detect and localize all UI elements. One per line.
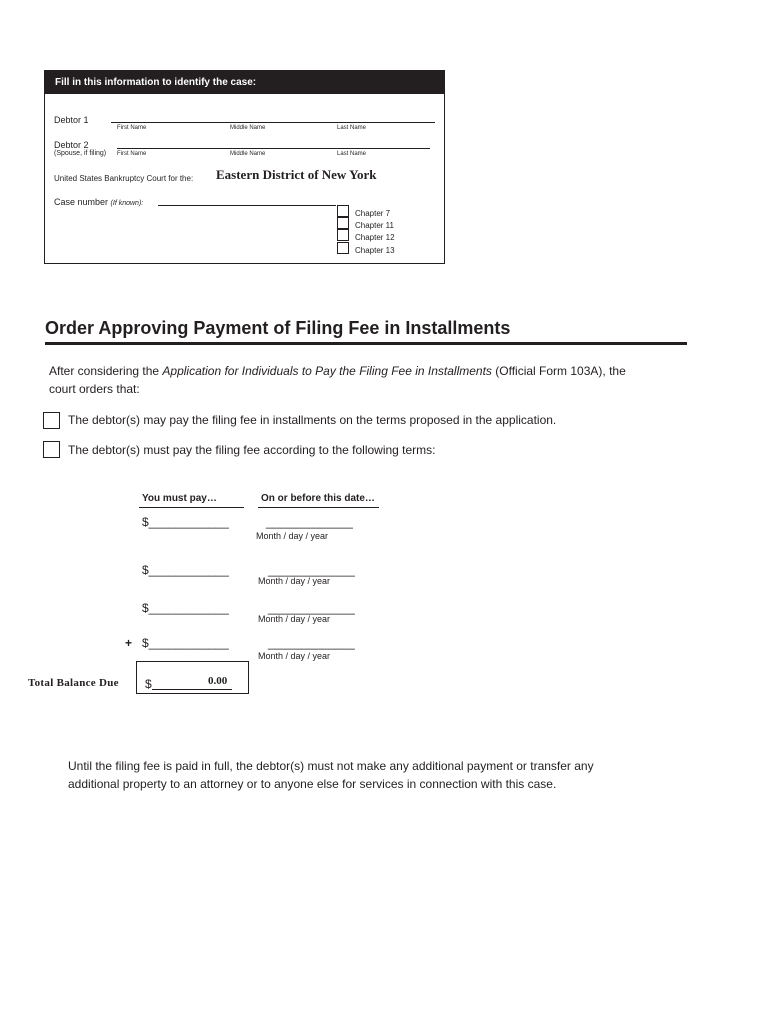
chapter-7-checkbox[interactable] bbox=[337, 205, 349, 217]
total-currency-symbol: $ bbox=[145, 677, 152, 691]
option-proposed-terms-label: The debtor(s) may pay the filing fee in installments on the terms proposed in the application. bbox=[68, 413, 557, 427]
case-number-label: Case number bbox=[54, 197, 109, 207]
installment-4-date-field[interactable]: _____________ bbox=[268, 636, 355, 650]
installment-2-date-field[interactable]: _____________ bbox=[268, 563, 355, 577]
installment-3-date-field[interactable]: _____________ bbox=[268, 601, 355, 615]
debtor2-first-name-hint: First Name bbox=[117, 151, 147, 157]
installment-1-date-field[interactable]: _____________ bbox=[266, 515, 353, 529]
debtor1-last-name-hint: Last Name bbox=[337, 125, 367, 131]
debtor2-name-field[interactable] bbox=[117, 148, 430, 149]
installment-4-amount-field[interactable]: $____________ bbox=[142, 636, 229, 650]
chapter-12-label: Chapter 12 bbox=[355, 233, 395, 242]
debtor1-first-name-hint: First Name bbox=[117, 125, 147, 131]
intro-paragraph bbox=[49, 362, 689, 398]
option-following-terms-label: The debtor(s) must pay the filing fee according to the following terms: bbox=[68, 443, 436, 457]
footer-line2: additional property to an attorney or to anyone else for services in connection with this case. bbox=[68, 777, 557, 791]
case-number-hint: (If known): bbox=[110, 200, 144, 207]
installment-3-amount-field[interactable]: $____________ bbox=[142, 601, 229, 615]
installment-3-date-hint: Month / day / year bbox=[258, 614, 331, 624]
debtor1-label: Debtor 1 bbox=[54, 115, 89, 125]
option-following-terms-checkbox[interactable] bbox=[43, 441, 60, 458]
chapter-12-checkbox[interactable] bbox=[337, 229, 349, 241]
plus-sign: + bbox=[125, 636, 133, 650]
footer-line1: Until the filing fee is paid in full, the debtor(s) must not make any additional payment or transfer any bbox=[68, 759, 594, 773]
case-identification-box bbox=[44, 70, 445, 264]
installment-1-date-hint: Month / day / year bbox=[256, 531, 329, 541]
debtor2-middle-name-hint: Middle Name bbox=[230, 151, 266, 157]
intro-prefix: After considering the bbox=[49, 364, 163, 378]
pay-column-header: You must pay… bbox=[142, 493, 217, 504]
total-balance-underline bbox=[152, 689, 232, 690]
case-number-field[interactable] bbox=[158, 205, 336, 206]
debtor1-middle-name-hint: Middle Name bbox=[230, 125, 266, 131]
intro-form-name: Application for Individuals to Pay the Filing Fee in Installments bbox=[162, 364, 492, 378]
chapter-13-label: Chapter 13 bbox=[355, 246, 395, 255]
installment-4-date-hint: Month / day / year bbox=[258, 651, 331, 661]
court-district-value[interactable]: Eastern District of New York bbox=[216, 167, 377, 182]
installment-2-amount-field[interactable]: $____________ bbox=[142, 563, 229, 577]
debtor2-spouse-note: (Spouse, if filing) bbox=[54, 150, 107, 157]
total-balance-label: Total Balance Due bbox=[28, 677, 119, 689]
debtor2-last-name-hint: Last Name bbox=[337, 151, 367, 157]
installment-2-date-hint: Month / day / year bbox=[258, 576, 331, 586]
page-title: Order Approving Payment of Filing Fee in Installments bbox=[45, 318, 511, 338]
installment-1-amount-field[interactable]: $____________ bbox=[142, 515, 229, 529]
option-proposed-terms-checkbox[interactable] bbox=[43, 412, 60, 429]
court-label: United States Bankruptcy Court for the: bbox=[54, 174, 194, 183]
date-column-rule bbox=[258, 507, 379, 508]
chapter-13-checkbox[interactable] bbox=[337, 242, 349, 254]
chapter-11-checkbox[interactable] bbox=[337, 217, 349, 229]
chapter-7-label: Chapter 7 bbox=[355, 209, 391, 218]
date-column-header: On or before this date… bbox=[261, 493, 375, 504]
intro-suffix: (Official Form 103A), the bbox=[491, 364, 626, 378]
case-box-header: Fill in this information to identify the case: bbox=[45, 71, 444, 94]
intro-line2: court orders that: bbox=[49, 382, 140, 396]
total-balance-value: 0.00 bbox=[208, 675, 228, 687]
chapter-11-label: Chapter 11 bbox=[355, 221, 394, 230]
pay-column-rule bbox=[139, 507, 244, 508]
debtor2-label: Debtor 2 bbox=[54, 140, 89, 150]
footer-paragraph bbox=[68, 757, 668, 793]
debtor1-name-field[interactable] bbox=[111, 122, 435, 123]
title-rule bbox=[45, 342, 687, 345]
